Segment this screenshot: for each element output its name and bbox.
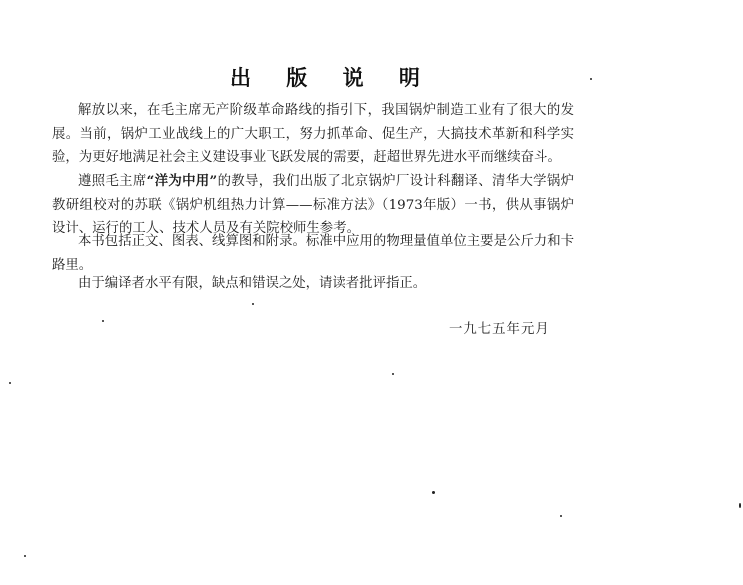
scan-speck: [739, 503, 741, 508]
paragraph-intro: 解放以来，在毛主席无产阶级革命路线的指引下，我国锅炉制造工业有了很大的发展。当前，锅炉工业战线上的广大职工，努力抓革命、促生产，大搞技术革新和科学实验，为更好地满足社会主义建设事业飞跃发展的需要，赶超世界先进水平而继续奋斗。: [52, 103, 574, 165]
scan-speck: [102, 320, 104, 322]
scan-speck: [24, 555, 26, 557]
paragraph-apology: 由于编译者水平有限，缺点和错误之处，请读者批评指正。: [78, 276, 427, 291]
paragraph-contents: 本书包括正文、图表、线算图和附录。标准中应用的物理量值单位主要是公斤力和卡路里。: [52, 234, 574, 273]
scan-speck: [560, 515, 562, 517]
scan-speck: [590, 78, 592, 80]
publication-date: 一九七五年元月: [449, 322, 550, 337]
scan-speck: [432, 491, 435, 494]
paragraph-publication-lead: 遵照毛主席: [78, 174, 147, 189]
paragraph-publication-body: 的教导，我们出版了北京锅炉厂设计科翻译、清华大学锅炉教研组校对的苏联《锅炉机组热力计算——标准方法》（1973年版）一书，供从事锅炉设计、运行的工人、技术人员及有关院校师生参考。: [52, 174, 574, 236]
quoted-motto: “洋为中用”: [146, 173, 218, 189]
scan-speck: [9, 382, 11, 384]
scan-speck: [252, 303, 254, 305]
scan-speck: [392, 373, 394, 375]
page-title: 出 版 说 明: [230, 65, 434, 90]
